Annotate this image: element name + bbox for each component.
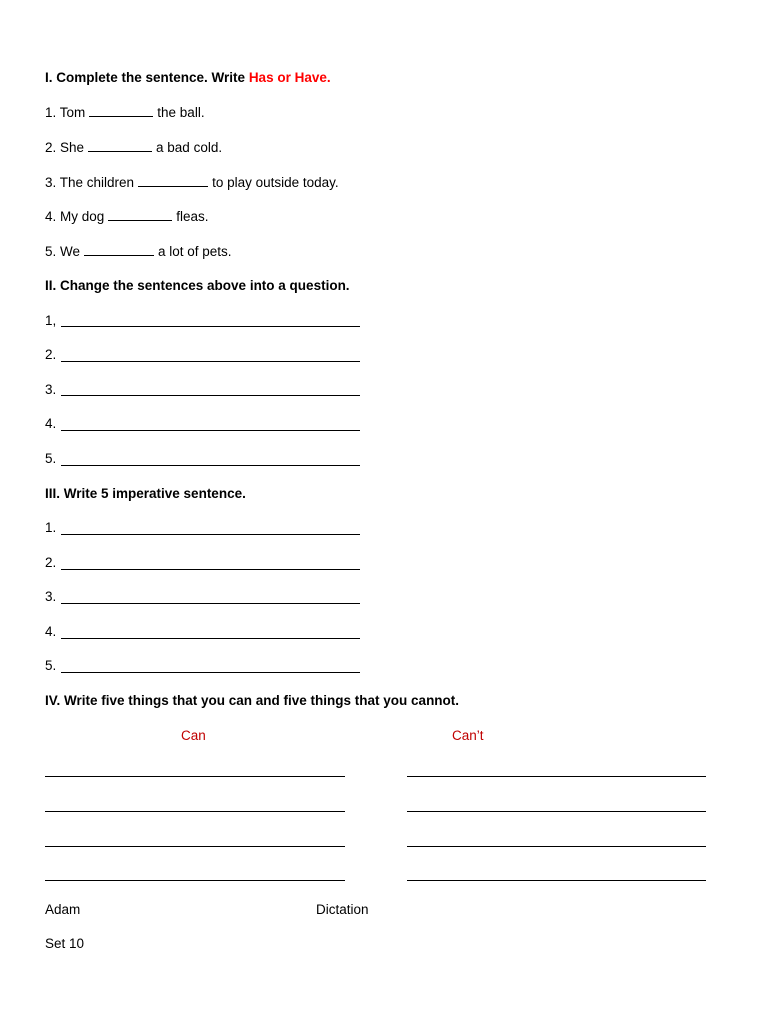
section-3-number: 3. <box>45 589 57 604</box>
answer-line[interactable] <box>61 430 360 431</box>
item-prefix: 5. We <box>45 244 81 259</box>
section-1-heading <box>45 70 331 86</box>
item-prefix: 2. She <box>45 140 85 155</box>
answer-blank[interactable] <box>108 208 172 221</box>
can-answer-line[interactable] <box>45 846 345 847</box>
section-2-number: 1, <box>45 313 57 328</box>
can-answer-line[interactable] <box>45 811 345 812</box>
answer-line[interactable] <box>61 326 360 327</box>
section-1-item <box>45 174 339 191</box>
answer-line[interactable] <box>61 395 360 396</box>
answer-line[interactable] <box>61 569 360 570</box>
item-suffix: fleas. <box>176 209 209 224</box>
answer-line[interactable] <box>61 638 360 639</box>
section-2-number: 5. <box>45 451 57 466</box>
section-2-number: 3. <box>45 382 57 397</box>
section-4-heading: IV. Write five things that you can and five things that you cannot. <box>45 693 460 708</box>
answer-line[interactable] <box>61 534 360 535</box>
section-3-heading: III. Write 5 imperative sentence. <box>45 486 246 501</box>
section-2-heading: II. Change the sentences above into a question. <box>45 278 350 293</box>
cant-column-label: Can’t <box>452 728 484 743</box>
answer-blank[interactable] <box>88 139 152 152</box>
section-2-number: 4. <box>45 416 57 431</box>
item-prefix: 1. Tom <box>45 105 86 120</box>
item-prefix: 4. My dog <box>45 209 105 224</box>
section-2-number: 2. <box>45 347 57 362</box>
section-3-number: 4. <box>45 624 57 639</box>
student-name: Adam <box>45 902 81 917</box>
cant-answer-line[interactable] <box>407 776 706 777</box>
can-answer-line[interactable] <box>45 776 345 777</box>
section-1-item <box>45 104 205 121</box>
cant-answer-line[interactable] <box>407 846 706 847</box>
answer-line[interactable] <box>61 603 360 604</box>
dictation-label: Dictation <box>316 902 369 917</box>
answer-line[interactable] <box>61 361 360 362</box>
item-prefix: 3. The children <box>45 175 135 190</box>
cant-answer-line[interactable] <box>407 880 706 881</box>
item-suffix: to play outside today. <box>212 175 339 190</box>
can-column-label: Can <box>181 728 206 743</box>
answer-blank[interactable] <box>84 243 154 256</box>
item-suffix: a bad cold. <box>156 140 223 155</box>
set-number: Set 10 <box>45 936 85 951</box>
section-3-number: 1. <box>45 520 57 535</box>
can-answer-line[interactable] <box>45 880 345 881</box>
answer-blank[interactable] <box>138 174 208 187</box>
section-3-number: 5. <box>45 658 57 673</box>
section-1-heading-text: I. Complete the sentence. Write <box>45 70 249 85</box>
answer-line[interactable] <box>61 672 360 673</box>
section-1-item <box>45 243 232 260</box>
section-1-item <box>45 139 222 156</box>
item-suffix: the ball. <box>157 105 205 120</box>
answer-line[interactable] <box>61 465 360 466</box>
item-suffix: a lot of pets. <box>158 244 232 259</box>
section-3-number: 2. <box>45 555 57 570</box>
has-or-have-highlight: Has or Have. <box>248 70 331 85</box>
cant-answer-line[interactable] <box>407 811 706 812</box>
answer-blank[interactable] <box>89 104 153 117</box>
section-1-item <box>45 208 209 225</box>
